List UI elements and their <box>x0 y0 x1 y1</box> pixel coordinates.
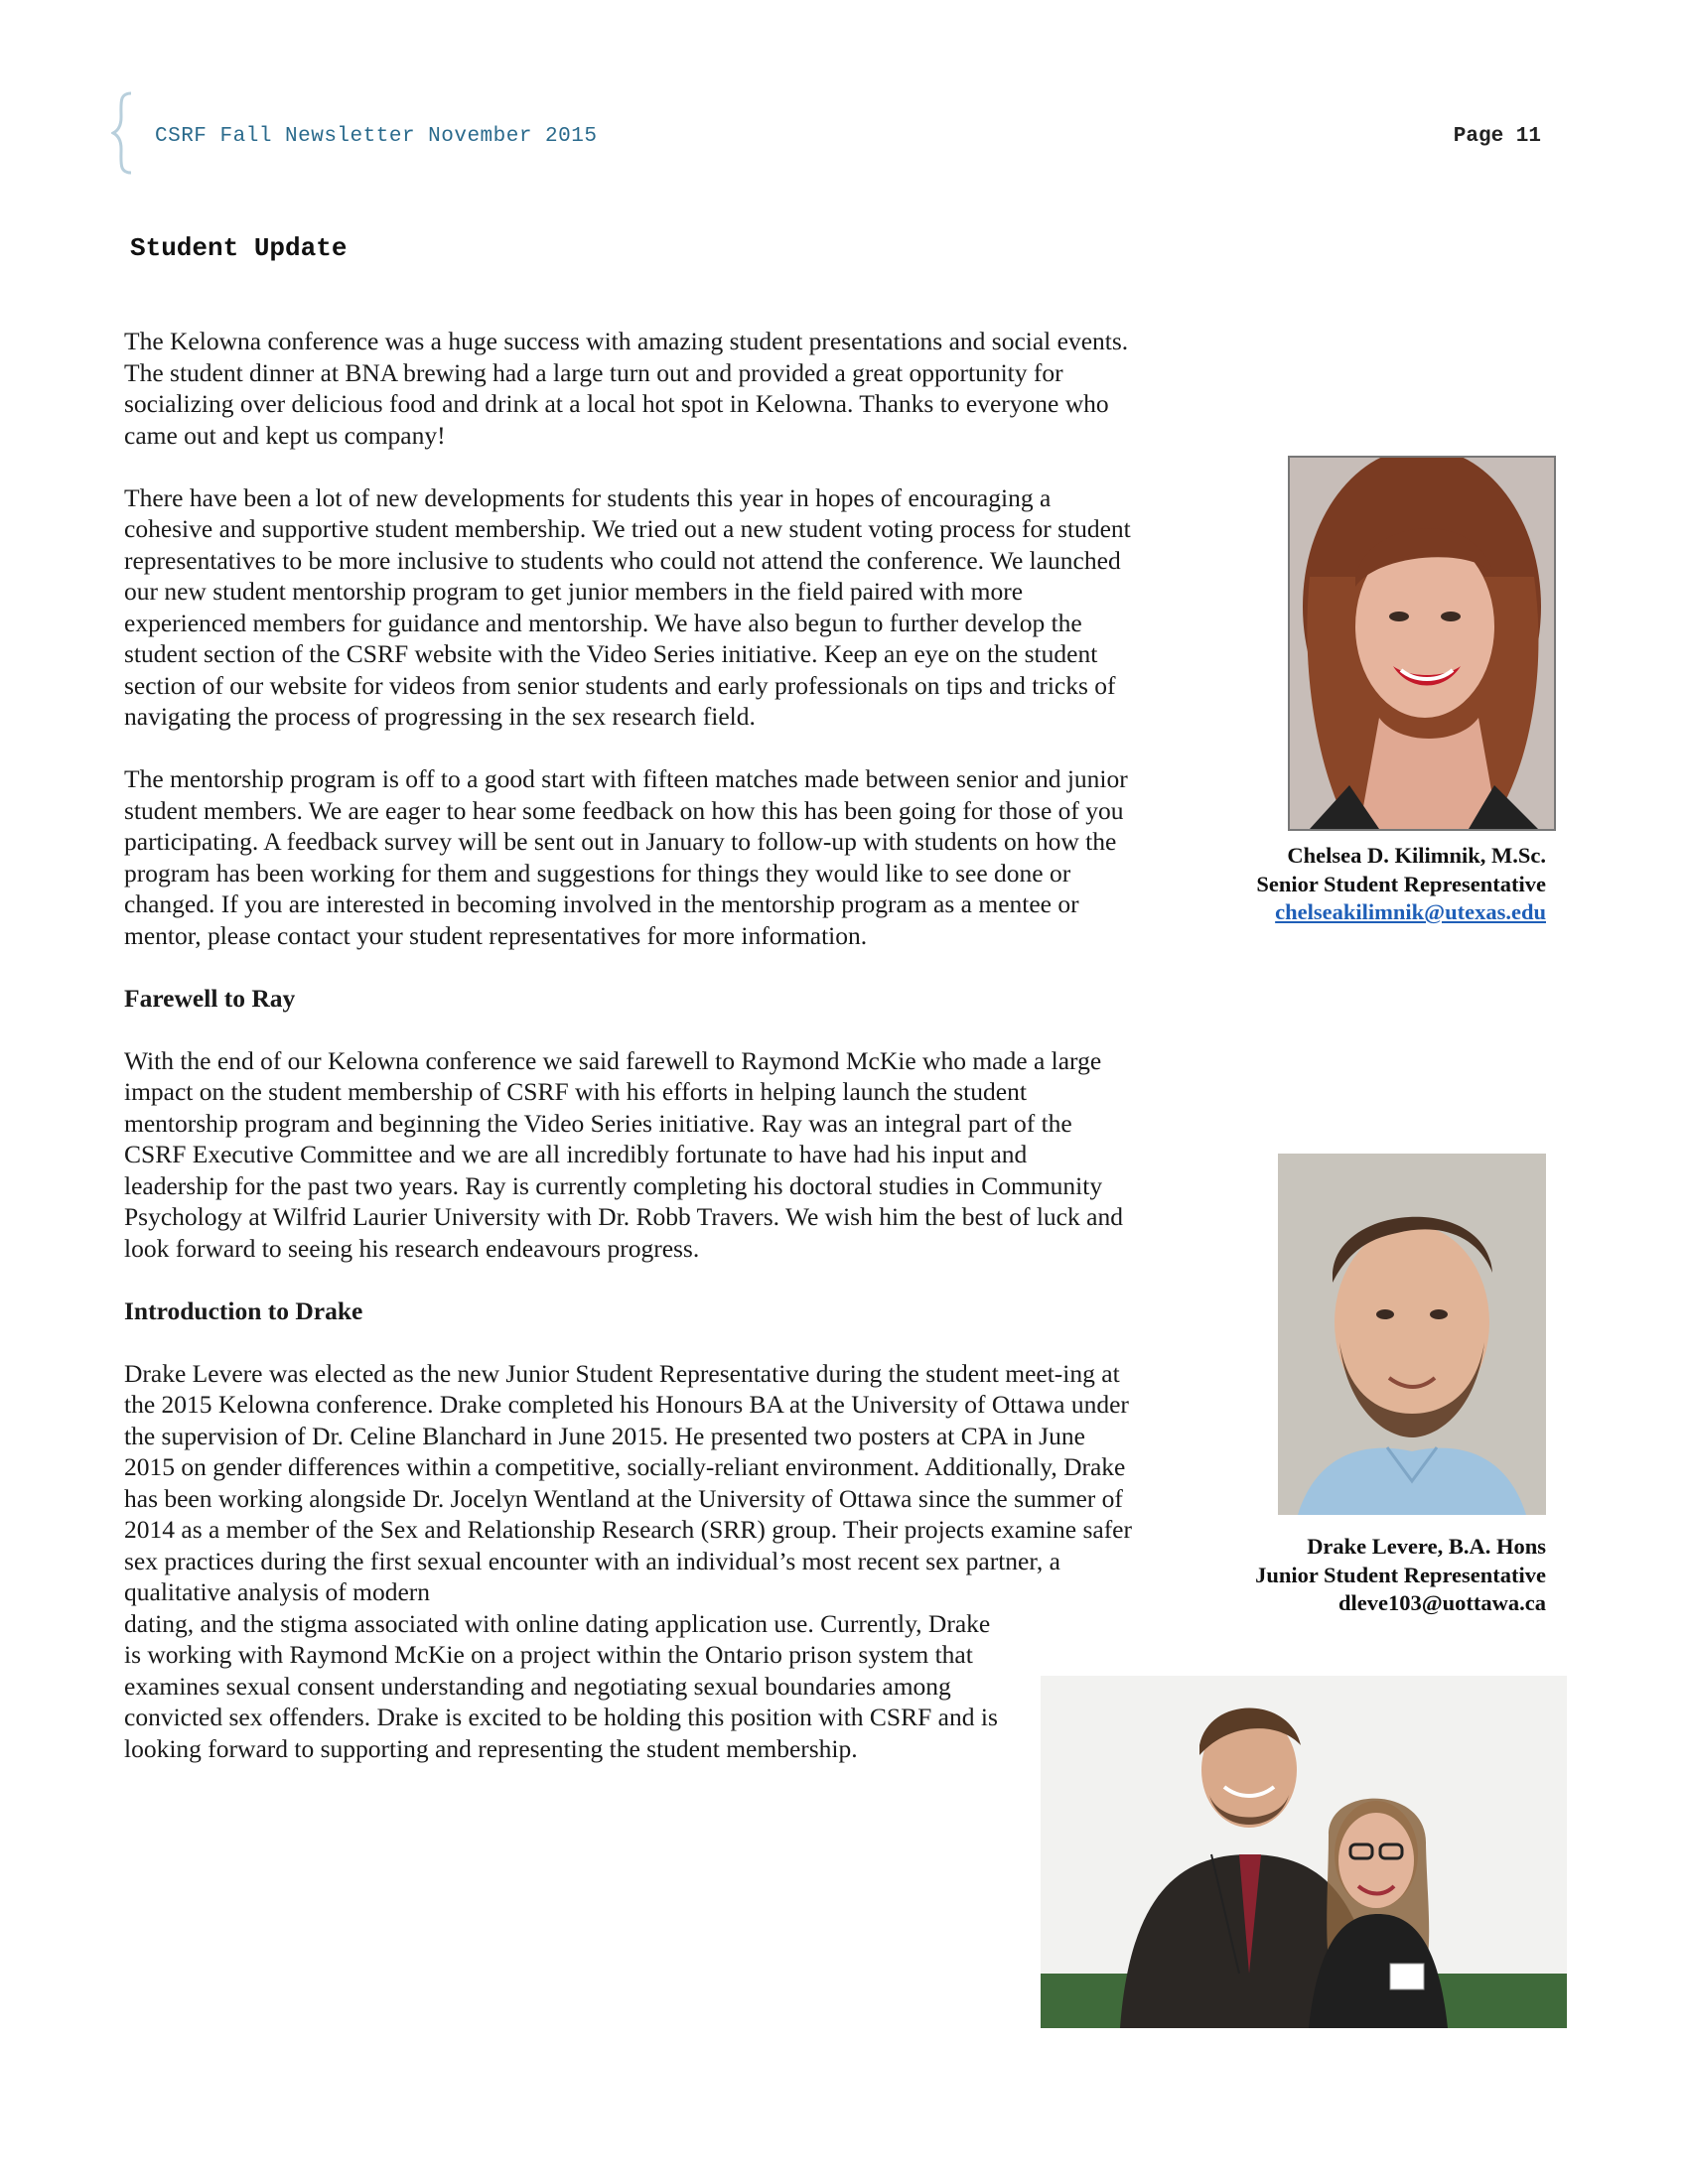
paragraph-conference: The Kelowna conference was a huge success with amazing student presentations and social events. The student dinner at BNA brewing had a large turn out and provided a great opportunity for socializing over delicious food and drink at a local hot spot in Kelowna. Thanks to everyone who came out and kept us company! <box>124 327 1129 450</box>
paragraph-farewell: With the end of our Kelowna conference we said farewell to Raymond McKie who made a large impact on the student membership of CSRF with his efforts in helping launch the student mentorship program and beginning the Video Series initiative. Ray was an integral part of the CSRF Executive Committee and we are all incredibly fortunate to have had his input and leadership for the past two years. Ray is currently completing his doctoral studies in Community Psychology at Wilfrid Laurier University with Dr. Robb Travers. We wish him the best of luck and look forward to seeing his research endeavours progress. <box>124 1045 1123 1263</box>
paragraph-intro-part-a: Drake Levere was elected as the new Junior Student Representative during the student meet-ing at the 2015 Kelowna conference. Drake completed his Honours BA at the University of Ottawa under the supervision of Dr. Celine Blanchard in June 2015. He presented two posters at CPA in June 2015 on gender differences within a competitive, socially-reliant environment. Additionally, Drake has been working alongside Dr. Jocelyn Wentland at the University of Ottawa since the summer of 2014 as a member of the Sex and Relationship Research (SRR) group. Their projects examine safer sex practices during the first sexual encounter with an individual’s most recent sex partner, a qualitative analysis of modern <box>124 1358 1132 1606</box>
senior-rep-role: Senior Student Representative <box>1256 871 1546 896</box>
paragraph-intro-part-b: dating, and the stigma associated with online dating application use. Currently, Drake is working with Raymond McKie on a project within the Ontario prison system that examines sexual consent understanding and negotiating sexual boundaries among convicted sex offenders. Drake is excited to be holding this position with CSRF and is looking forward to supporting and representing the student membership. <box>124 1608 998 1763</box>
paragraph-mentorship: The mentorship program is off to a good start with fifteen matches made between senior and junior student members. We are eager to hear some feedback on how this has been going for those of you participating. A feedback survey will be sent out in January to follow-up with students on how the program has been working for them and suggestions for things they would like to see done or changed. If you are interested in becoming involved in the mentorship program as a mentee or mentor, please contact your student representatives for more information. <box>124 764 1128 950</box>
junior-rep-role: Junior Student Representative <box>1255 1562 1546 1587</box>
page-number: Page 11 <box>1453 125 1541 148</box>
article-body <box>124 326 1137 1764</box>
section-title: Student Update <box>130 233 348 263</box>
senior-rep-caption <box>1256 842 1546 927</box>
senior-rep-name: Chelsea D. Kilimnik, M.Sc. <box>1287 843 1546 868</box>
junior-rep-caption <box>1255 1533 1546 1618</box>
junior-rep-photo <box>1278 1154 1546 1515</box>
newsletter-title: CSRF Fall Newsletter November 2015 <box>155 125 598 148</box>
intro-heading: Introduction to Drake <box>124 1296 363 1325</box>
senior-rep-email-link[interactable]: chelseakilimnik@utexas.edu <box>1275 899 1546 924</box>
senior-rep-photo <box>1288 456 1556 831</box>
junior-rep-name: Drake Levere, B.A. Hons <box>1307 1534 1546 1559</box>
paragraph-developments: There have been a lot of new developments for students this year in hopes of encouraging a cohesive and supportive student membership. We tried out a new student voting process for student representatives to be more inclusive to students who could not attend the conference. We launched our new student mentorship program to get junior members in the field paired with more experienced members for guidance and mentorship. We have also begun to further develop the student section of the CSRF website with the Video Series initiative. Keep an eye on the student section of our website for videos from senior students and early professionals on tips and tricks of navigating the process of progressing in the sex research field. <box>124 482 1131 731</box>
paragraph-intro <box>124 1358 1137 1765</box>
farewell-heading: Farewell to Ray <box>124 983 296 1013</box>
junior-rep-email: dleve103@uottawa.ca <box>1337 1590 1546 1615</box>
header-brace-decoration <box>111 91 135 175</box>
representatives-group-photo <box>1041 1676 1567 2028</box>
